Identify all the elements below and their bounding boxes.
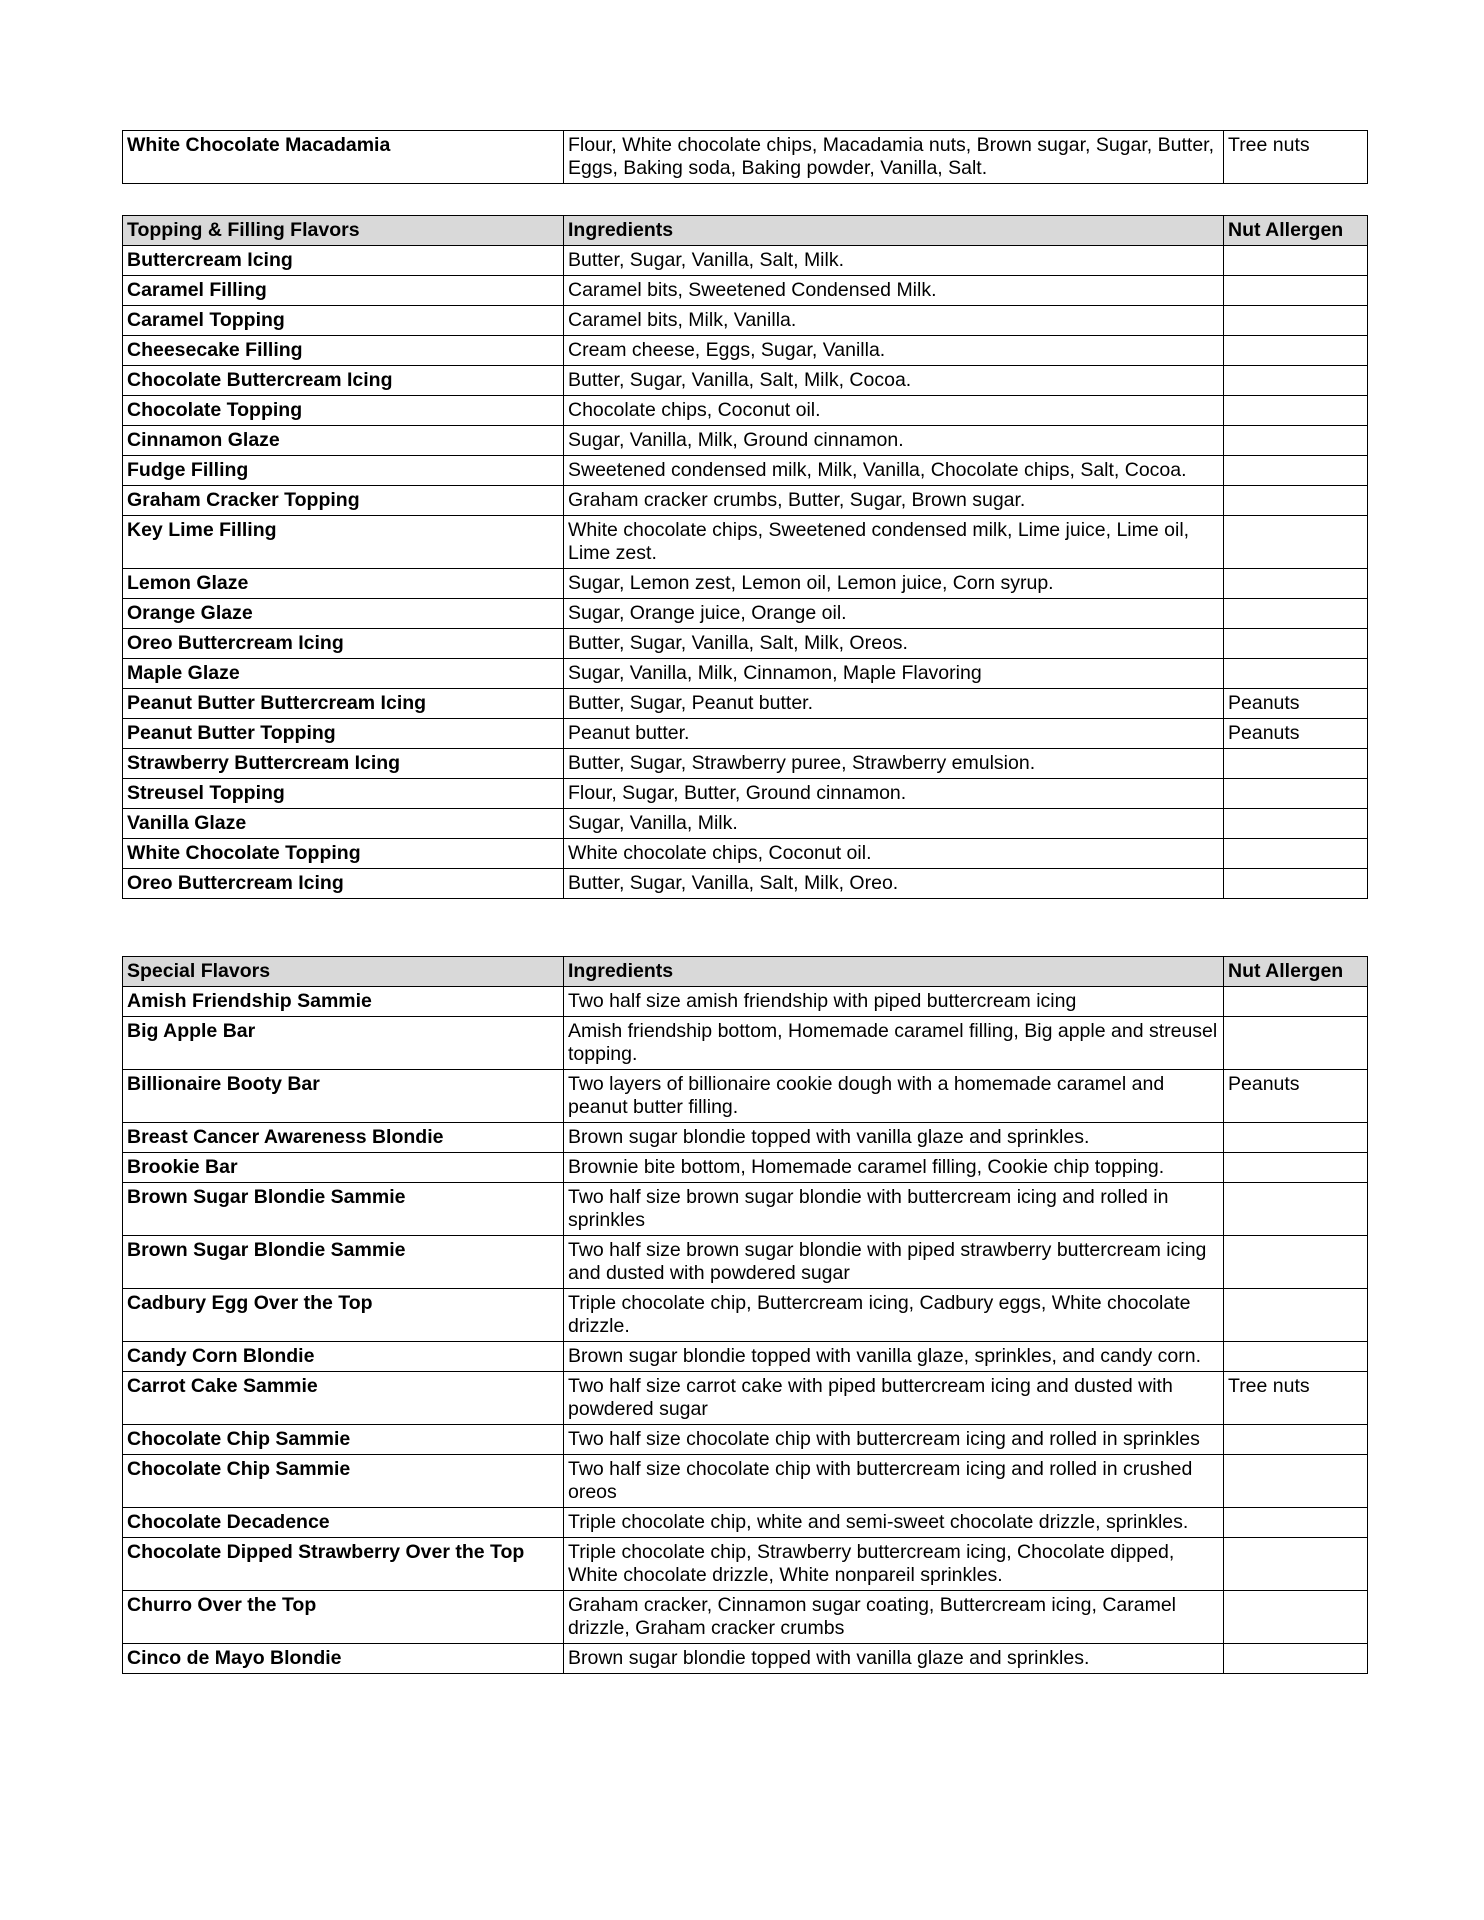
allergen-cell: Peanuts <box>1224 689 1368 719</box>
flavor-name: Chocolate Buttercream Icing <box>123 366 564 396</box>
flavor-name: Churro Over the Top <box>123 1591 564 1644</box>
ingredients-cell: Graham cracker crumbs, Butter, Sugar, Brown sugar. <box>564 486 1224 516</box>
table-row <box>123 1236 1368 1289</box>
table-row <box>123 779 1368 809</box>
table-row <box>123 599 1368 629</box>
flavor-name: Chocolate Decadence <box>123 1508 564 1538</box>
allergen-cell <box>1224 629 1368 659</box>
table-header-row <box>123 216 1368 246</box>
allergen-cell <box>1224 1455 1368 1508</box>
ingredients-cell: Triple chocolate chip, Buttercream icing, Cadbury eggs, White chocolate drizzle. <box>564 1289 1224 1342</box>
allergen-cell <box>1224 1538 1368 1591</box>
flavor-name: Buttercream Icing <box>123 246 564 276</box>
allergen-cell: Peanuts <box>1224 1070 1368 1123</box>
table-row <box>123 131 1368 184</box>
flavor-name: Billionaire Booty Bar <box>123 1070 564 1123</box>
allergen-cell <box>1224 1153 1368 1183</box>
table-row <box>123 809 1368 839</box>
flavor-name: Vanilla Glaze <box>123 809 564 839</box>
allergen-cell <box>1224 749 1368 779</box>
table-row <box>123 1591 1368 1644</box>
ingredients-cell: Two layers of billionaire cookie dough with a homemade caramel and peanut butter filling. <box>564 1070 1224 1123</box>
table-row <box>123 839 1368 869</box>
allergen-cell <box>1224 1183 1368 1236</box>
table-row <box>123 689 1368 719</box>
flavor-name: Fudge Filling <box>123 456 564 486</box>
allergen-cell <box>1224 659 1368 689</box>
allergen-cell <box>1224 779 1368 809</box>
ingredients-cell: Sugar, Vanilla, Milk, Ground cinnamon. <box>564 426 1224 456</box>
flavor-name: Candy Corn Blondie <box>123 1342 564 1372</box>
ingredients-cell: Cream cheese, Eggs, Sugar, Vanilla. <box>564 336 1224 366</box>
ingredients-cell: Two half size brown sugar blondie with buttercream icing and rolled in sprinkles <box>564 1183 1224 1236</box>
allergen-cell: Tree nuts <box>1224 131 1368 184</box>
table-row <box>123 1425 1368 1455</box>
table-row <box>123 1123 1368 1153</box>
column-header-allergen: Nut Allergen <box>1224 957 1368 987</box>
flavor-name: White Chocolate Topping <box>123 839 564 869</box>
allergen-cell <box>1224 336 1368 366</box>
ingredients-cell: Sugar, Vanilla, Milk. <box>564 809 1224 839</box>
ingredients-cell: Triple chocolate chip, Strawberry buttercream icing, Chocolate dipped, White chocolate drizzle, White nonpareil sprinkles. <box>564 1538 1224 1591</box>
flavor-name: White Chocolate Macadamia <box>123 131 564 184</box>
allergen-cell <box>1224 809 1368 839</box>
ingredients-cell: Two half size brown sugar blondie with piped strawberry buttercream icing and dusted with powdered sugar <box>564 1236 1224 1289</box>
flavor-name: Breast Cancer Awareness Blondie <box>123 1123 564 1153</box>
allergen-cell <box>1224 1289 1368 1342</box>
allergen-cell <box>1224 1342 1368 1372</box>
allergen-cell <box>1224 1591 1368 1644</box>
table-row <box>123 1455 1368 1508</box>
flavor-name: Brookie Bar <box>123 1153 564 1183</box>
table-row <box>123 306 1368 336</box>
ingredients-cell: Triple chocolate chip, white and semi-sweet chocolate drizzle, sprinkles. <box>564 1508 1224 1538</box>
ingredients-cell: Two half size amish friendship with piped buttercream icing <box>564 987 1224 1017</box>
table-row <box>123 1644 1368 1674</box>
flavor-name: Caramel Filling <box>123 276 564 306</box>
table-row <box>123 869 1368 899</box>
ingredients-cell: Butter, Sugar, Vanilla, Salt, Milk, Cocoa. <box>564 366 1224 396</box>
flavor-name: Peanut Butter Buttercream Icing <box>123 689 564 719</box>
ingredients-cell: Sugar, Lemon zest, Lemon oil, Lemon juice, Corn syrup. <box>564 569 1224 599</box>
ingredients-cell: Two half size carrot cake with piped buttercream icing and dusted with powdered sugar <box>564 1372 1224 1425</box>
ingredients-cell: Peanut butter. <box>564 719 1224 749</box>
ingredients-cell: Two half size chocolate chip with buttercream icing and rolled in sprinkles <box>564 1425 1224 1455</box>
table-row <box>123 1372 1368 1425</box>
table-row <box>123 1153 1368 1183</box>
table-row <box>123 719 1368 749</box>
table-row <box>123 486 1368 516</box>
allergen-cell <box>1224 1508 1368 1538</box>
table-row <box>123 749 1368 779</box>
flavor-name: Strawberry Buttercream Icing <box>123 749 564 779</box>
ingredients-cell: Butter, Sugar, Vanilla, Salt, Milk, Oreos. <box>564 629 1224 659</box>
allergen-cell: Tree nuts <box>1224 1372 1368 1425</box>
table-row <box>123 1017 1368 1070</box>
allergen-cell <box>1224 839 1368 869</box>
table-row <box>123 516 1368 569</box>
allergen-cell <box>1224 1017 1368 1070</box>
allergen-cell: Peanuts <box>1224 719 1368 749</box>
ingredients-cell: Brown sugar blondie topped with vanilla glaze and sprinkles. <box>564 1644 1224 1674</box>
table-row <box>123 1289 1368 1342</box>
allergen-cell <box>1224 276 1368 306</box>
table-row <box>123 336 1368 366</box>
ingredients-cell: Flour, White chocolate chips, Macadamia nuts, Brown sugar, Sugar, Butter, Eggs, Baking soda, Baking powder, Vanilla, Salt. <box>564 131 1224 184</box>
ingredients-cell: Caramel bits, Sweetened Condensed Milk. <box>564 276 1224 306</box>
table-row <box>123 659 1368 689</box>
table-row <box>123 569 1368 599</box>
flavor-name: Maple Glaze <box>123 659 564 689</box>
allergen-cell <box>1224 306 1368 336</box>
flavor-name: Caramel Topping <box>123 306 564 336</box>
flavor-name: Chocolate Chip Sammie <box>123 1425 564 1455</box>
ingredients-cell: White chocolate chips, Sweetened condensed milk, Lime juice, Lime oil, Lime zest. <box>564 516 1224 569</box>
allergen-cell <box>1224 599 1368 629</box>
column-header-flavor: Special Flavors <box>123 957 564 987</box>
allergen-cell <box>1224 456 1368 486</box>
flavor-name: Oreo Buttercream Icing <box>123 629 564 659</box>
ingredients-cell: White chocolate chips, Coconut oil. <box>564 839 1224 869</box>
table-row <box>123 1183 1368 1236</box>
allergen-cell <box>1224 1123 1368 1153</box>
flavor-name: Cinnamon Glaze <box>123 426 564 456</box>
table-row <box>123 246 1368 276</box>
allergen-cell <box>1224 569 1368 599</box>
table-row <box>123 276 1368 306</box>
allergen-cell <box>1224 486 1368 516</box>
ingredients-cell: Chocolate chips, Coconut oil. <box>564 396 1224 426</box>
ingredients-cell: Butter, Sugar, Strawberry puree, Strawberry emulsion. <box>564 749 1224 779</box>
ingredients-cell: Caramel bits, Milk, Vanilla. <box>564 306 1224 336</box>
table-row <box>123 366 1368 396</box>
continuation-table <box>122 130 1368 184</box>
table-header-row <box>123 957 1368 987</box>
ingredients-cell: Butter, Sugar, Vanilla, Salt, Milk, Oreo. <box>564 869 1224 899</box>
ingredients-cell: Butter, Sugar, Peanut butter. <box>564 689 1224 719</box>
allergen-cell <box>1224 987 1368 1017</box>
flavor-name: Cadbury Egg Over the Top <box>123 1289 564 1342</box>
ingredients-cell: Amish friendship bottom, Homemade caramel filling, Big apple and streusel topping. <box>564 1017 1224 1070</box>
flavor-name: Chocolate Chip Sammie <box>123 1455 564 1508</box>
table-row <box>123 456 1368 486</box>
flavor-name: Amish Friendship Sammie <box>123 987 564 1017</box>
ingredients-cell: Sweetened condensed milk, Milk, Vanilla, Chocolate chips, Salt, Cocoa. <box>564 456 1224 486</box>
flavor-name: Cheesecake Filling <box>123 336 564 366</box>
allergen-cell <box>1224 1644 1368 1674</box>
table-row <box>123 426 1368 456</box>
flavor-name: Chocolate Topping <box>123 396 564 426</box>
ingredients-cell: Brown sugar blondie topped with vanilla glaze, sprinkles, and candy corn. <box>564 1342 1224 1372</box>
table-row <box>123 1538 1368 1591</box>
table-row <box>123 1508 1368 1538</box>
allergen-cell <box>1224 1236 1368 1289</box>
table-row <box>123 987 1368 1017</box>
flavor-name: Oreo Buttercream Icing <box>123 869 564 899</box>
allergen-cell <box>1224 396 1368 426</box>
flavor-name: Graham Cracker Topping <box>123 486 564 516</box>
flavor-name: Orange Glaze <box>123 599 564 629</box>
allergen-cell <box>1224 1425 1368 1455</box>
flavor-name: Brown Sugar Blondie Sammie <box>123 1183 564 1236</box>
allergen-cell <box>1224 869 1368 899</box>
ingredients-cell: Graham cracker, Cinnamon sugar coating, Buttercream icing, Caramel drizzle, Graham cracker crumbs <box>564 1591 1224 1644</box>
ingredients-cell: Two half size chocolate chip with buttercream icing and rolled in crushed oreos <box>564 1455 1224 1508</box>
allergen-cell <box>1224 366 1368 396</box>
table-row <box>123 396 1368 426</box>
flavor-name: Peanut Butter Topping <box>123 719 564 749</box>
column-header-ingredients: Ingredients <box>564 957 1224 987</box>
allergen-cell <box>1224 516 1368 569</box>
table-row <box>123 1070 1368 1123</box>
ingredients-cell: Brown sugar blondie topped with vanilla glaze and sprinkles. <box>564 1123 1224 1153</box>
allergen-cell <box>1224 426 1368 456</box>
column-header-allergen: Nut Allergen <box>1224 216 1368 246</box>
flavor-name: Chocolate Dipped Strawberry Over the Top <box>123 1538 564 1591</box>
flavor-name: Lemon Glaze <box>123 569 564 599</box>
flavor-name: Carrot Cake Sammie <box>123 1372 564 1425</box>
ingredients-cell: Brownie bite bottom, Homemade caramel filling, Cookie chip topping. <box>564 1153 1224 1183</box>
flavor-name: Cinco de Mayo Blondie <box>123 1644 564 1674</box>
column-header-flavor: Topping & Filling Flavors <box>123 216 564 246</box>
ingredients-cell: Sugar, Orange juice, Orange oil. <box>564 599 1224 629</box>
special-flavors-table <box>122 956 1368 1674</box>
ingredients-cell: Sugar, Vanilla, Milk, Cinnamon, Maple Flavoring <box>564 659 1224 689</box>
column-header-ingredients: Ingredients <box>564 216 1224 246</box>
topping-filling-table <box>122 215 1368 899</box>
flavor-name: Key Lime Filling <box>123 516 564 569</box>
allergen-cell <box>1224 246 1368 276</box>
table-row <box>123 629 1368 659</box>
table-row <box>123 1342 1368 1372</box>
flavor-name: Streusel Topping <box>123 779 564 809</box>
flavor-name: Brown Sugar Blondie Sammie <box>123 1236 564 1289</box>
ingredients-cell: Butter, Sugar, Vanilla, Salt, Milk. <box>564 246 1224 276</box>
ingredients-cell: Flour, Sugar, Butter, Ground cinnamon. <box>564 779 1224 809</box>
flavor-name: Big Apple Bar <box>123 1017 564 1070</box>
